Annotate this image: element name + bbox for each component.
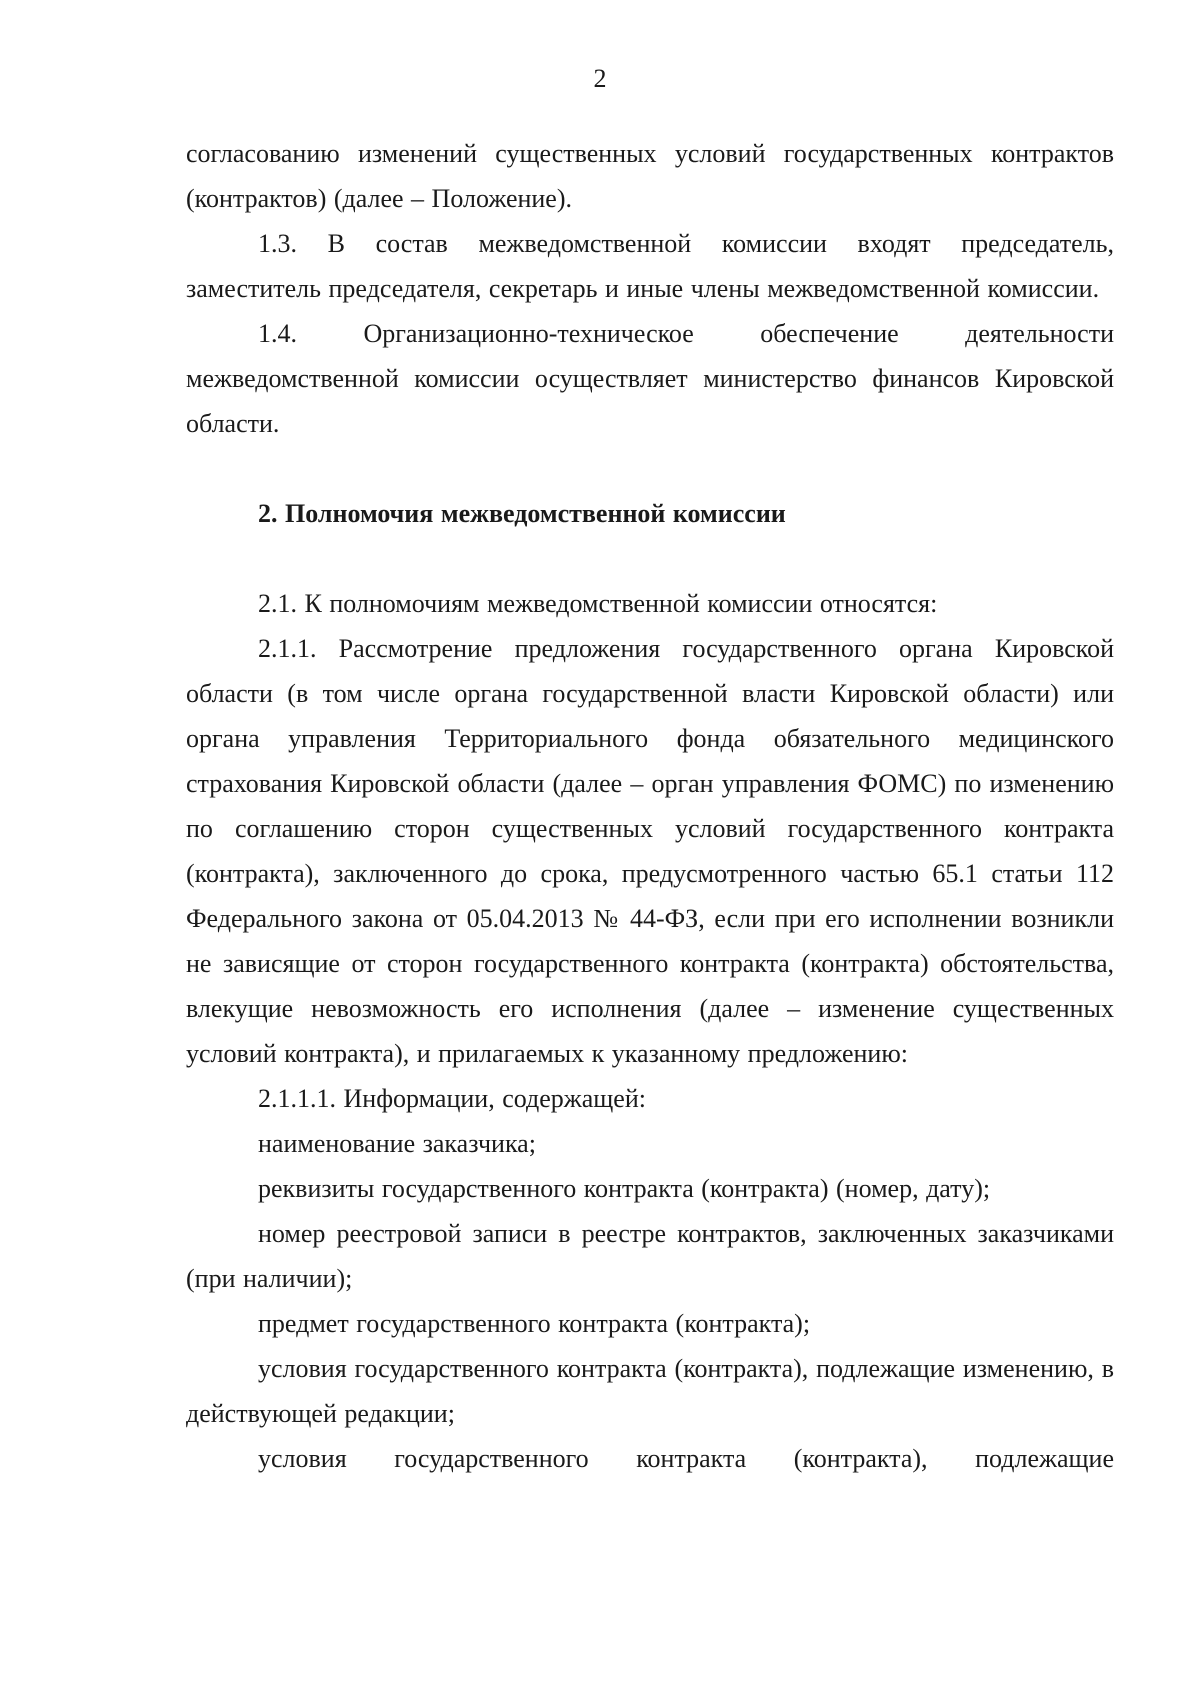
list-item-conditions-new: условия государственного контракта (контракта), подлежащие: [258, 1444, 1114, 1473]
page-number: 2: [593, 64, 607, 93]
paragraph-2-1-1: 2.1.1. Рассмотрение предложения государственного органа Кировской области (в том числе органа государственной власти Кировской области) или органа управления Территориального фонда обязательного медицинского страхования Кировской области (далее – орган управления ФОМС) по изменению по соглашению сторон существенных условий государственного контракта (контракта), заключенного до срока, предусмотренного частью 65.1 статьи 112 Федерального закона от 05.04.2013 № 44-ФЗ, если при его исполнении возникли не зависящие от сторон государственного контракта (контракта) обстоятельства, влекущие невозможность его исполнения (далее – изменение существенных условий контракта), и прилагаемых к указанному предложению:: [186, 634, 1114, 1068]
paragraph-2-1-1-1: 2.1.1.1. Информации, содержащей:: [258, 1084, 646, 1113]
list-item-contract-subject: предмет государственного контракта (контракта);: [258, 1309, 811, 1338]
paragraph-continuation: согласованию изменений существенных условий государственных контрактов (контрактов) (далее – Положение).: [186, 139, 1114, 213]
paragraph-1-4: 1.4. Организационно-техническое обеспечение деятельности межведомственной комиссии осуществляет министерство финансов Кировской области.: [186, 319, 1114, 438]
list-item-customer-name: наименование заказчика;: [258, 1129, 536, 1158]
list-item-registry-number: номер реестровой записи в реестре контрактов, заключенных заказчиками (при наличии);: [186, 1219, 1114, 1293]
list-item-conditions-current: условия государственного контракта (контракта), подлежащие изменению, в действующей редакции;: [186, 1354, 1114, 1428]
paragraph-2-1: 2.1. К полномочиям межведомственной комиссии относятся:: [258, 589, 938, 618]
section-heading: 2. Полномочия межведомственной комиссии: [258, 499, 786, 528]
list-item-contract-details: реквизиты государственного контракта (контракта) (номер, дату);: [258, 1174, 991, 1203]
document-body: [186, 131, 1114, 1481]
paragraph-1-3: 1.3. В состав межведомственной комиссии входят председатель, заместитель председателя, секретарь и иные члены межведомственной комиссии.: [186, 229, 1114, 303]
